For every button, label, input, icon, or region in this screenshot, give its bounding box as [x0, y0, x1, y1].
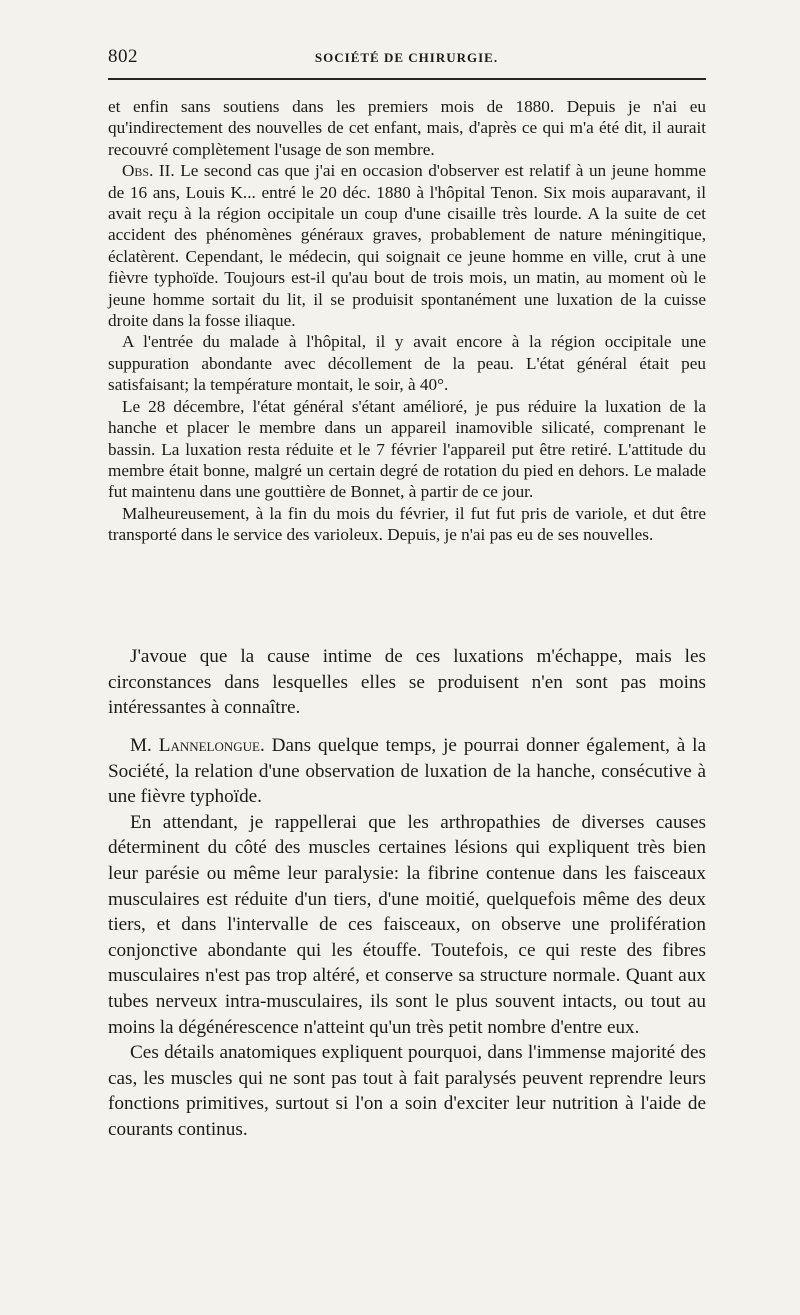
paragraph-7 — [108, 733, 706, 810]
running-title: SOCIÉTÉ DE CHIRURGIE. — [314, 50, 499, 65]
paragraph-2-body: Le second cas que j'ai en occasion d'observer est relatif à un jeune homme de 16 ans, Louis K... entré le 20 déc. 1880 à l'hôpital Tenon. Six mois auparavant, il avait reçu à la région occipitale un coup d'une cisaille très lourde. A la suite de cet accident des phénomènes généraux graves, probablement de nature méningitique, éclatèrent. Cependant, le médecin, qui soignait ce jeune homme en ville, crut à une fièvre typhoïde. Toujours est-il qu'au bout de trois mois, un matin, au moment où le jeune homme sortait du lit, il se produisit spontanément une luxation de la cuisse droite dans la fosse iliaque. — [108, 161, 706, 331]
paragraph-9: Ces détails anatomiques expliquent pourquoi, dans l'immense majorité des cas, les muscles qui ne sont pas tout à fait paralysés peuvent reprendre leurs fonctions primitives, surtout si l'on a soin d'exciter leur nutrition à l'aide de courants continus. — [108, 1042, 706, 1140]
conclusion-text — [108, 644, 706, 721]
observation-text — [108, 96, 706, 546]
paragraph-7-body: Dans quelque temps, je pourrai donner également, à la Société, la relation d'une observation de luxation de la hanche, consécutive à une fièvre typhoïde. — [108, 735, 706, 808]
obs-label: Obs. II. — [122, 161, 175, 181]
header-rule — [108, 78, 706, 80]
paragraph-3: A l'entrée du malade à l'hôpital, il y avait encore à la région occipitale une suppuration abondante avec décollement de la peau. L'état général était peu satisfaisant; la température montait, le soir, à 40°. — [108, 332, 706, 395]
paragraph-5: Malheureusement, à la fin du mois du février, il fut fut pris de variole, et dut être transporté dans le service des varioleux. Depuis, je n'ai pas eu de ses nouvelles. — [108, 503, 706, 545]
paragraph-4: Le 28 décembre, l'état général s'étant amélioré, je pus réduire la luxation de la hanche et placer le membre dans un appareil inamovible silicaté, comprenant le bassin. La luxation resta réduite et le 7 février l'appareil put être retiré. L'attitude du membre était bonne, malgré un certain degré de rotation du pied en dehors. Le malade fut maintenu dans une gouttière de Bonnet, à partir de ce jour. — [108, 396, 706, 502]
page-number: 802 — [108, 46, 138, 67]
page-header — [108, 46, 705, 72]
discussion-text — [108, 733, 706, 1143]
speaker-name — [130, 735, 265, 756]
paragraph-2 — [108, 160, 706, 331]
paragraph-1: et enfin sans soutiens dans les premiers mois de 1880. Depuis je n'ai eu qu'indirectement des nouvelles de cet enfant, mais, d'après ce qui m'a été dit, il aurait recouvré complètement l'usage de son membre. — [108, 97, 706, 159]
speaker-label: M. Lannelongue. — [130, 735, 265, 756]
paragraph-8: En attendant, je rappellerai que les arthropathies de diverses causes déterminent du côté des muscles certaines lésions qui expliquent très bien leur parésie ou même leur paralysie: la fibrine contenue dans les faisceaux musculaires est réduite d'un tiers, d'une moitié, quelquefois même des deux tiers, et dans l'intervalle de ces faisceaux, on observe une prolifération conjonctive abondante qui les étouffe. Toutefois, ce qui reste des fibres musculaires n'est pas trop altéré, et conserve sa structure normale. Quant aux tubes nerveux intra-musculaires, ils sont le plus souvent intacts, ou tout au moins la dégénérescence n'atteint qu'un très petit nombre d'entre eux. — [108, 811, 706, 1038]
paragraph-6: J'avoue que la cause intime de ces luxations m'échappe, mais les circonstances dans lesquelles elles se produisent n'en sont pas moins intéressantes à connaître. — [108, 646, 706, 719]
